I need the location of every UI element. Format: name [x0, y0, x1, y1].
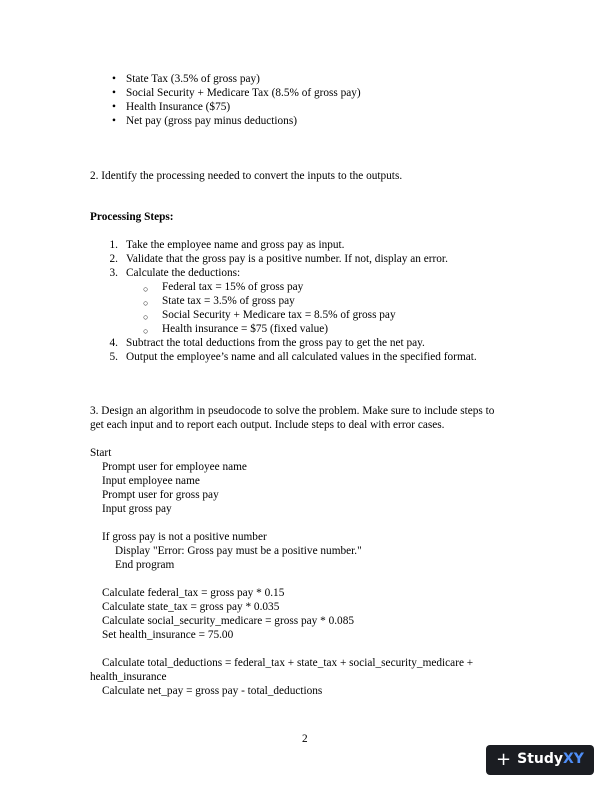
- pseudocode-line: Calculate federal_tax = gross pay * 0.15: [102, 587, 285, 599]
- step-item: Output the employee’s name and all calculated values in the specified format.: [126, 351, 477, 363]
- step-item: Subtract the total deductions from the gross pay to get the net pay.: [126, 337, 425, 349]
- step-number: 3.: [109, 267, 118, 279]
- step-item: Take the employee name and gross pay as input.: [126, 239, 345, 251]
- pseudocode-line: Calculate state_tax = gross pay * 0.035: [102, 601, 280, 613]
- bullet-icon: •: [112, 115, 116, 127]
- output-item: State Tax (3.5% of gross pay): [126, 73, 260, 85]
- pseudocode-line: Set health_insurance = 75.00: [102, 629, 234, 641]
- step-number: 2.: [109, 253, 118, 265]
- pseudocode-line: Input employee name: [102, 475, 200, 487]
- bullet-icon: •: [112, 87, 116, 99]
- page-number: 2: [302, 733, 308, 745]
- plus-icon: +: [496, 749, 512, 770]
- step-item: Calculate the deductions:: [126, 267, 241, 279]
- output-item: Net pay (gross pay minus deductions): [126, 115, 297, 127]
- pseudocode-line: Calculate social_security_medicare = gross pay * 0.085: [102, 615, 355, 627]
- pseudocode-line: Input gross pay: [102, 503, 172, 515]
- output-item: Health Insurance ($75): [126, 101, 231, 113]
- deduction-item: Health insurance = $75 (fixed value): [162, 323, 329, 335]
- pseudocode-line: End program: [115, 559, 175, 571]
- pseudocode-line: Prompt user for employee name: [102, 461, 247, 473]
- circle-bullet-icon: ○: [143, 298, 149, 308]
- deduction-item: Social Security + Medicare tax = 8.5% of gross pay: [162, 309, 396, 321]
- processing-heading: Processing Steps:: [90, 211, 174, 223]
- question-2: 2. Identify the processing needed to convert the inputs to the outputs.: [90, 170, 403, 182]
- question-3-line: 3. Design an algorithm in pseudocode to solve the problem. Make sure to include steps to: [90, 405, 495, 417]
- brand-name: StudyXY: [517, 751, 584, 768]
- circle-bullet-icon: ○: [143, 312, 149, 322]
- deduction-item: Federal tax = 15% of gross pay: [162, 281, 304, 293]
- pseudocode-line: Prompt user for gross pay: [102, 489, 219, 501]
- step-number: 5.: [109, 351, 118, 363]
- studyxy-logo-badge: [486, 745, 594, 775]
- step-number: 4.: [109, 337, 118, 349]
- pseudocode-line: health_insurance: [90, 671, 167, 683]
- pseudocode-line: If gross pay is not a positive number: [102, 531, 267, 543]
- pseudocode-line: Start: [90, 447, 112, 459]
- question-3-line: get each input and to report each output. Include steps to deal with error cases.: [90, 419, 445, 431]
- pseudocode-line: Calculate total_deductions = federal_tax + state_tax + social_security_medicare +: [102, 657, 474, 669]
- pseudocode-line: Calculate net_pay = gross pay - total_deductions: [102, 685, 323, 697]
- output-item: Social Security + Medicare Tax (8.5% of gross pay): [126, 87, 361, 99]
- bullet-icon: •: [112, 73, 116, 85]
- deduction-item: State tax = 3.5% of gross pay: [162, 295, 295, 307]
- step-number: 1.: [109, 239, 118, 251]
- circle-bullet-icon: ○: [143, 284, 149, 294]
- bullet-icon: •: [112, 101, 116, 113]
- pseudocode-line: Display "Error: Gross pay must be a positive number.": [115, 545, 362, 557]
- circle-bullet-icon: ○: [143, 326, 149, 336]
- step-item: Validate that the gross pay is a positive number. If not, display an error.: [126, 253, 448, 265]
